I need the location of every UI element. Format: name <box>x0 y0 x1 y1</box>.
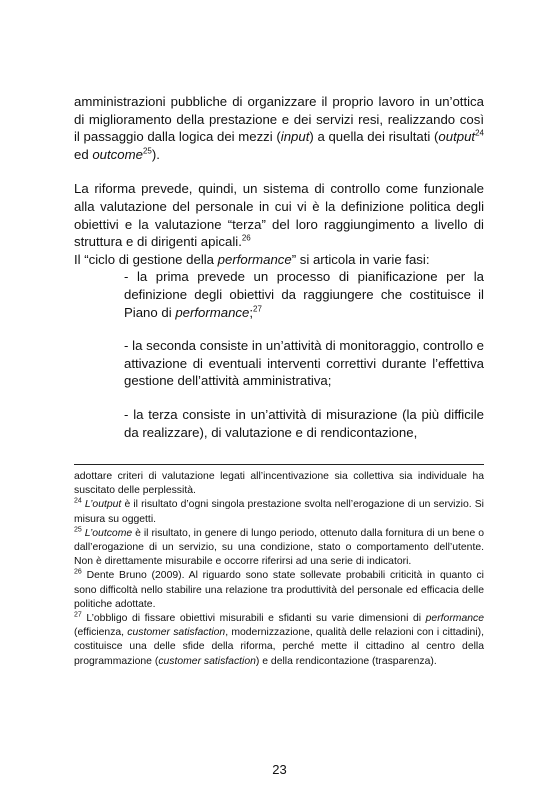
italic-term: output <box>438 129 476 145</box>
main-text <box>74 93 484 441</box>
text-run: La riforma prevede, quindi, un sistema di controllo come funzionale alla valutazione del personale in cui vi è la definizione politica degli obiettivi e la valutazione “terza” del loro raggiungimento a livello di struttura e di dirigenti apicali. <box>74 181 484 250</box>
italic-term: input <box>280 129 310 145</box>
footnote-divider <box>74 464 484 465</box>
footnote-27 <box>74 612 484 669</box>
page-number: 23 <box>272 762 287 777</box>
text-run: ; <box>249 304 254 320</box>
footnotes <box>74 470 484 669</box>
paragraph-2 <box>74 180 484 250</box>
text-run: ). <box>151 146 160 162</box>
text-run: è il risultato, in genere di lungo periodo, ottenuto dalla fornitura di un bene o dall’erogazione di un servizio, su una condizione, stato o comportamento dell’utente. Non è direttamente misurabile e occorre riferirsi ad una serie di indicatori. <box>74 527 484 568</box>
text-run: è il risultato d’ogni singola prestazione svolta nell’erogazione di un servizio. Si misura su oggetti. <box>74 499 484 525</box>
text-run: L’obbligo di fissare obiettivi misurabili e sfidanti su varie dimensioni di <box>81 613 426 625</box>
footnote-number: 27 <box>74 611 82 619</box>
text-run: ) a quella dei risultati ( <box>309 129 439 145</box>
italic-term: performance <box>425 613 484 625</box>
text-run: - la prima prevede un processo di pianificazione per la definizione degli obiettivi da raggiungere che costituisce il Piano di <box>124 269 484 320</box>
list-item: - la seconda consiste in un’attività di monitoraggio, controllo e attivazione di eventuali interventi correttivi durante l’effettiva gestione dell’attività amministrativa; <box>124 338 484 389</box>
paragraph-1 <box>74 93 484 163</box>
paragraph-3 <box>74 251 484 269</box>
text-run: (efficienza, <box>74 627 128 639</box>
italic-term: customer satisfaction <box>127 627 226 639</box>
text-run: ed <box>74 146 93 162</box>
text-run: Dente Bruno (2009). Al riguardo sono state sollevate probabili criticità in quanto ci sono difficoltà nello stabilire una relazione tra produttività del personale ed efficacia delle politiche adottate. <box>74 570 484 610</box>
footnote-24 <box>74 498 484 526</box>
footnote-number: 25 <box>74 526 82 534</box>
text-run: amministrazioni pubbliche di organizzare il proprio lavoro in un’ottica di miglioramento della prestazione e dei servizi resi, realizzando così il passaggio dalla logica dei mezzi ( <box>74 94 484 145</box>
list-item: - la terza consiste in un’attività di misurazione (la più difficile da realizzare), di valutazione e di rendicontazione, <box>124 406 484 440</box>
footnote-25 <box>74 527 484 570</box>
footnote-ref[interactable]: 26 <box>241 233 251 243</box>
italic-term: performance <box>217 251 292 267</box>
footnote-ref[interactable]: 27 <box>253 304 262 314</box>
italic-term: L’outcome <box>84 527 133 539</box>
footnote-continuation: adottare criteri di valutazione legati all’incentivazione sia collettiva sia individuale ha suscitato delle perplessità. <box>74 471 484 497</box>
footnote-ref[interactable]: 25 <box>142 146 152 156</box>
text-run: , modernizzazione, qualità delle relazioni con i cittadini), costituisce una delle sfide della riforma, perché mette il cittadino al centro della programmazione ( <box>74 627 484 667</box>
text-run: ) e della rendicontazione (trasparenza). <box>255 655 437 667</box>
italic-term: L’output <box>84 499 122 511</box>
italic-term: customer satisfaction <box>158 655 256 667</box>
footnote-number: 24 <box>74 497 82 505</box>
text-run: ” si articola in varie fasi: <box>291 251 430 267</box>
footnote-26 <box>74 569 484 612</box>
text-run: Il “ciclo di gestione della <box>74 251 218 267</box>
footnote-ref[interactable]: 24 <box>475 128 484 138</box>
list-item <box>124 268 484 321</box>
italic-term: performance <box>175 304 250 320</box>
footnote-number: 26 <box>74 568 82 576</box>
italic-term: outcome <box>92 146 143 162</box>
